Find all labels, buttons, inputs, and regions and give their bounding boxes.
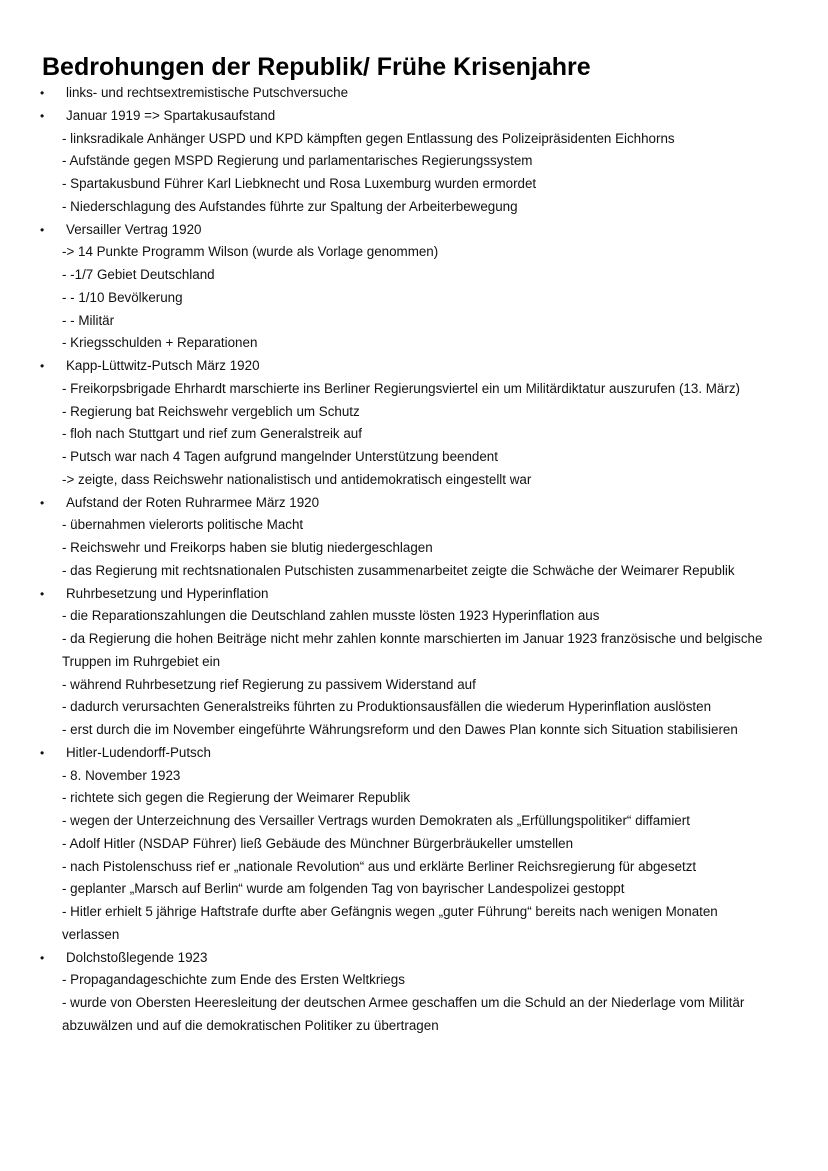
sub-item [0, 401, 828, 424]
line-text: Truppen im Ruhrgebiet ein [62, 653, 221, 669]
line-text: - linksradikale Anhänger USPD und KPD kämpften gegen Entlassung des Polizeipräsidenten Eichhorns [62, 130, 675, 146]
sub-item [0, 878, 828, 901]
bullet-item [0, 105, 828, 128]
sub-item [0, 674, 828, 697]
line-text: Hitler-Ludendorff-Putsch [66, 744, 211, 760]
line-text: Januar 1919 => Spartakusaufstand [66, 107, 276, 123]
sub-item [0, 992, 828, 1015]
line-text: - Propagandageschichte zum Ende des Ersten Weltkriegs [62, 972, 405, 988]
bullet-item [0, 947, 828, 970]
line-text: - Adolf Hitler (NSDAP Führer) ließ Gebäude des Münchner Bürgerbräukeller umstellen [62, 835, 574, 851]
bullet-dot: • [40, 495, 45, 510]
sub-item [0, 196, 828, 219]
sub-item [0, 1015, 828, 1038]
line-text: - Reichswehr und Freikorps haben sie blutig niedergeschlagen [62, 540, 433, 555]
line-text: - Aufstände gegen MSPD Regierung und parlamentarisches Regierungssystem [62, 153, 533, 169]
bullet-dot: • [40, 108, 45, 123]
line-text: -> 14 Punkte Programm Wilson (wurde als Vorlage genommen) [62, 244, 439, 260]
bullet-dot: • [40, 745, 45, 760]
bullet-item [0, 742, 828, 765]
sub-item [0, 605, 828, 628]
line-text: - übernahmen vielerorts politische Macht [62, 517, 304, 533]
sub-item [0, 628, 828, 651]
sub-item [0, 469, 828, 492]
sub-item [0, 310, 828, 333]
line-text: - richtete sich gegen die Regierung der Weimarer Republik [62, 790, 411, 806]
sub-item [0, 128, 828, 151]
sub-item [0, 150, 828, 173]
bullet-item [0, 583, 828, 606]
line-text: - Hitler erhielt 5 jährige Haftstrafe durfte aber Gefängnis wegen „guter Führung“ bereits nach wenigen Monaten [62, 904, 718, 919]
line-text: - Putsch war nach 4 Tagen aufgrund mangelnder Unterstützung beendent [62, 449, 498, 464]
line-text: - während Ruhrbesetzung rief Regierung zu passivem Widerstand auf [62, 676, 476, 692]
sub-item [0, 537, 828, 560]
line-text: Ruhrbesetzung und Hyperinflation [66, 585, 269, 601]
line-text: links- und rechtsextremistische Putschversuche [66, 85, 349, 100]
line-text: Versailler Vertrag 1920 [66, 221, 202, 237]
sub-item [0, 696, 828, 719]
sub-item [0, 651, 828, 674]
line-text: - - 1/10 Bevölkerung [62, 289, 183, 305]
line-text: verlassen [62, 926, 120, 942]
sub-item [0, 787, 828, 810]
bullet-item [0, 219, 828, 242]
line-text: - nach Pistolenschuss rief er „nationale Revolution“ aus und erklärte Berliner Reichsregierung für abgesetzt [62, 858, 697, 874]
sub-item [0, 924, 828, 947]
line-text: - das Regierung mit rechtsnationalen Putschisten zusammenarbeitet zeigte die Schwäche der Weimarer Republik [62, 562, 735, 578]
line-text: Dolchstoßlegende 1923 [66, 949, 208, 965]
line-text: - Regierung bat Reichswehr vergeblich um Schutz [62, 403, 360, 419]
sub-item [0, 901, 828, 924]
line-text: - -1/7 Gebiet Deutschland [62, 267, 215, 282]
line-text: - wurde von Obersten Heeresleitung der deutschen Armee geschaffen um die Schuld an der Niederlage vom Militär [62, 995, 745, 1010]
line-text: Kapp-Lüttwitz-Putsch März 1920 [66, 358, 260, 373]
line-text: - Freikorpsbrigade Ehrhardt marschierte ins Berliner Regierungsviertel ein um Militärdiktatur auszurufen (13. März) [62, 380, 740, 396]
bullet-dot: • [40, 950, 45, 965]
line-text: - Kriegsschulden + Reparationen [62, 335, 258, 351]
sub-item [0, 833, 828, 856]
sub-item [0, 423, 828, 446]
line-text: Aufstand der Roten Ruhrarmee März 1920 [66, 494, 320, 510]
line-text: - floh nach Stuttgart und rief zum Generalstreik auf [62, 426, 362, 442]
line-text: - erst durch die im November eingeführte Währungsreform und den Dawes Plan konnte sich Situation stabilisieren [62, 722, 738, 737]
line-text: - geplanter „Marsch auf Berlin“ wurde am folgenden Tag von bayrischer Landespolizei gestoppt [62, 881, 625, 897]
bullet-item [0, 492, 828, 515]
sub-item [0, 173, 828, 196]
bullet-dot: • [40, 222, 45, 237]
bullet-dot: • [40, 86, 45, 100]
line-text: - Niederschlagung des Aufstandes führte zur Spaltung der Arbeiterbewegung [62, 198, 518, 214]
bullet-dot: • [40, 359, 45, 373]
sub-item [0, 264, 828, 287]
line-text: -> zeigte, dass Reichswehr nationalistisch und antidemokratisch eingestellt war [62, 471, 532, 487]
bullet-item [0, 82, 828, 105]
sub-item [0, 856, 828, 879]
line-text: - - Militär [62, 312, 115, 328]
sub-item [0, 765, 828, 788]
line-text: - da Regierung die hohen Beiträge nicht mehr zahlen konnte marschierten im Januar 1923 französische und belgische [62, 631, 763, 646]
line-text: abzuwälzen und auf die demokratischen Politiker zu übertragen [62, 1017, 439, 1033]
sub-item [0, 241, 828, 264]
sub-item [0, 560, 828, 583]
sub-item [0, 378, 828, 401]
line-text: - 8. November 1923 [62, 767, 181, 783]
sub-item [0, 446, 828, 469]
sub-item [0, 719, 828, 742]
bullet-dot: • [40, 586, 45, 601]
bullet-item [0, 355, 828, 378]
sub-item [0, 287, 828, 310]
sub-item [0, 810, 828, 833]
line-text: - dadurch verursachten Generalstreiks führten zu Produktionsausfällen die wiederum Hyperinflation auslösten [62, 699, 712, 715]
sub-item [0, 969, 828, 992]
line-text: - Spartakusbund Führer Karl Liebknecht und Rosa Luxemburg wurden ermordet [62, 176, 537, 191]
sub-item [0, 332, 828, 355]
document-body [0, 82, 828, 1038]
sub-item [0, 514, 828, 537]
page-title: Bedrohungen der Republik/ Frühe Krisenjahre [42, 53, 591, 81]
line-text: - die Reparationszahlungen die Deutschland zahlen musste lösten 1923 Hyperinflation aus [62, 608, 600, 624]
line-text: - wegen der Unterzeichnung des Versailler Vertrags wurden Demokraten als „Erfüllungspolitiker“ diffamiert [62, 813, 690, 828]
